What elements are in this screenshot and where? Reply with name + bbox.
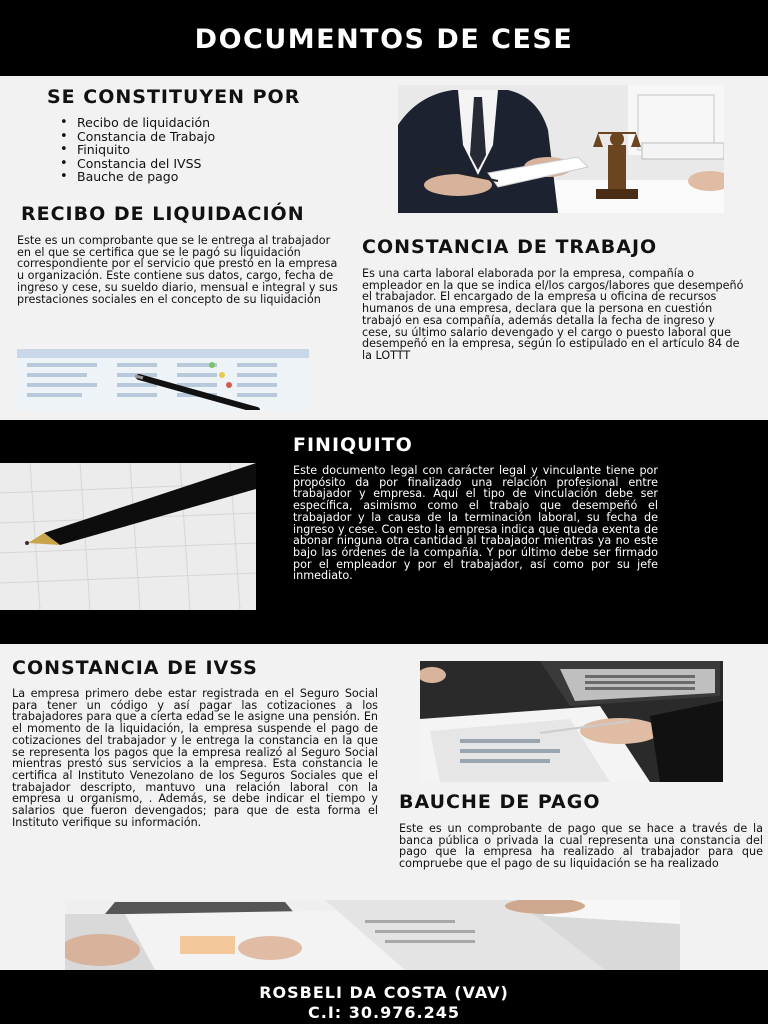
author-name: ROSBELI DA COSTA (VAV): [259, 983, 509, 1002]
bauche-heading: BAUCHE DE PAGO: [399, 791, 601, 813]
constancia-trabajo-text: Es una carta laboral elaborada por la empresa, compañía o empleador en la que se indica el/los cargos/labores que desempeñó el trabajador. El encargado de la empresa u oficina de recursos humanos de una empresa, declara que la persona en cuestión trabajó en esa compañía, además detalla la fecha de ingreso y cese, su último salario devengado y el cargo o puesto laboral que desempeñó en la empresa, según lo estipulado en el artículo 84 de la LOTTT: [362, 267, 744, 362]
list-item: • Constancia del IVSS: [58, 157, 215, 171]
list-item: • Finiquito: [58, 143, 215, 157]
constancia-trabajo-heading: CONSTANCIA DE TRABAJO: [362, 236, 658, 258]
recibo-text: Este es un comprobante que se le entrega al trabajador en el que se certifica que se le pagó su liquidación correspondiente por el servicio que prestó en la empresa u organización. Este contiene sus datos, cargo, fecha de ingreso y cese, su sueldo diario, mensual e integral y sus prestaciones sociales en el concepto de su liquidación: [17, 234, 338, 306]
office-desk-photo: [65, 900, 680, 970]
finiquito-text: Este documento legal con carácter legal y vinculante tiene por propósito da por finalizado una relación profesional entre trabajador y empresa. Aquí el tipo de vinculación debe ser específica, asimismo como el trabajo que desempeñó el trabajador y la causa de la terminación laboral, su fecha de ingreso y cese. Con esto la empresa indica que queda exenta de abonar ninguna otra cantidad al trabajador mientras ya no este bajo las órdenes de la compañía. Y por último debe ser firmado por el empleador y por el trabajador, así como por su jefe inmediato.: [293, 464, 658, 583]
list-item: • Recibo de liquidación: [58, 116, 215, 130]
finiquito-heading: FINIQUITO: [293, 434, 413, 456]
spreadsheet-pen-photo: [17, 349, 309, 410]
ivss-text: La empresa primero debe estar registrada en el Seguro Social para tener un código y así pagar las cotizaciones a los trabajadores para que a cierta edad se le asigne una pensión. En el momento de la liquidación, la empresa suspende el pago de cotizaciones del trabajador y le entrega la constancia en la que se representa los pagos que la empresa realizó al Seguro Social mientras prestó sus servicios a la empresa. Esta constancia le certifica al Instituto Venezolano de los Seguros Sociales que el trabajador descripto, mantuvo una relación laboral con la empresa u organismo, . Además, se debe indicar el tiempo y salarios que fueron devengados; para que de esta forma el Instituto verifique su información.: [12, 687, 378, 829]
author-id: C.I: 30.976.245: [308, 1003, 460, 1022]
documents-list: [58, 116, 215, 184]
list-item: • Constancia de Trabajo: [58, 130, 215, 144]
bauche-text: Este es un comprobante de pago que se hace a través de la banca pública o privada la cual representa una constancia del pago que la empresa ha realizado al trabajador para que compruebe que el pago de su liquidación se ha realizado: [399, 822, 763, 871]
businessman-signing-photo: [398, 85, 724, 213]
list-item: • Bauche de pago: [58, 170, 215, 184]
page-title: DOCUMENTOS DE CESE: [194, 24, 574, 55]
recibo-heading: RECIBO DE LIQUIDACIÓN: [21, 203, 305, 225]
constituyen-heading: SE CONSTITUYEN POR: [47, 86, 301, 108]
ivss-heading: CONSTANCIA DE IVSS: [12, 657, 258, 679]
documents-laptop-photo: [420, 661, 723, 782]
pen-on-paper-photo: [0, 463, 256, 610]
